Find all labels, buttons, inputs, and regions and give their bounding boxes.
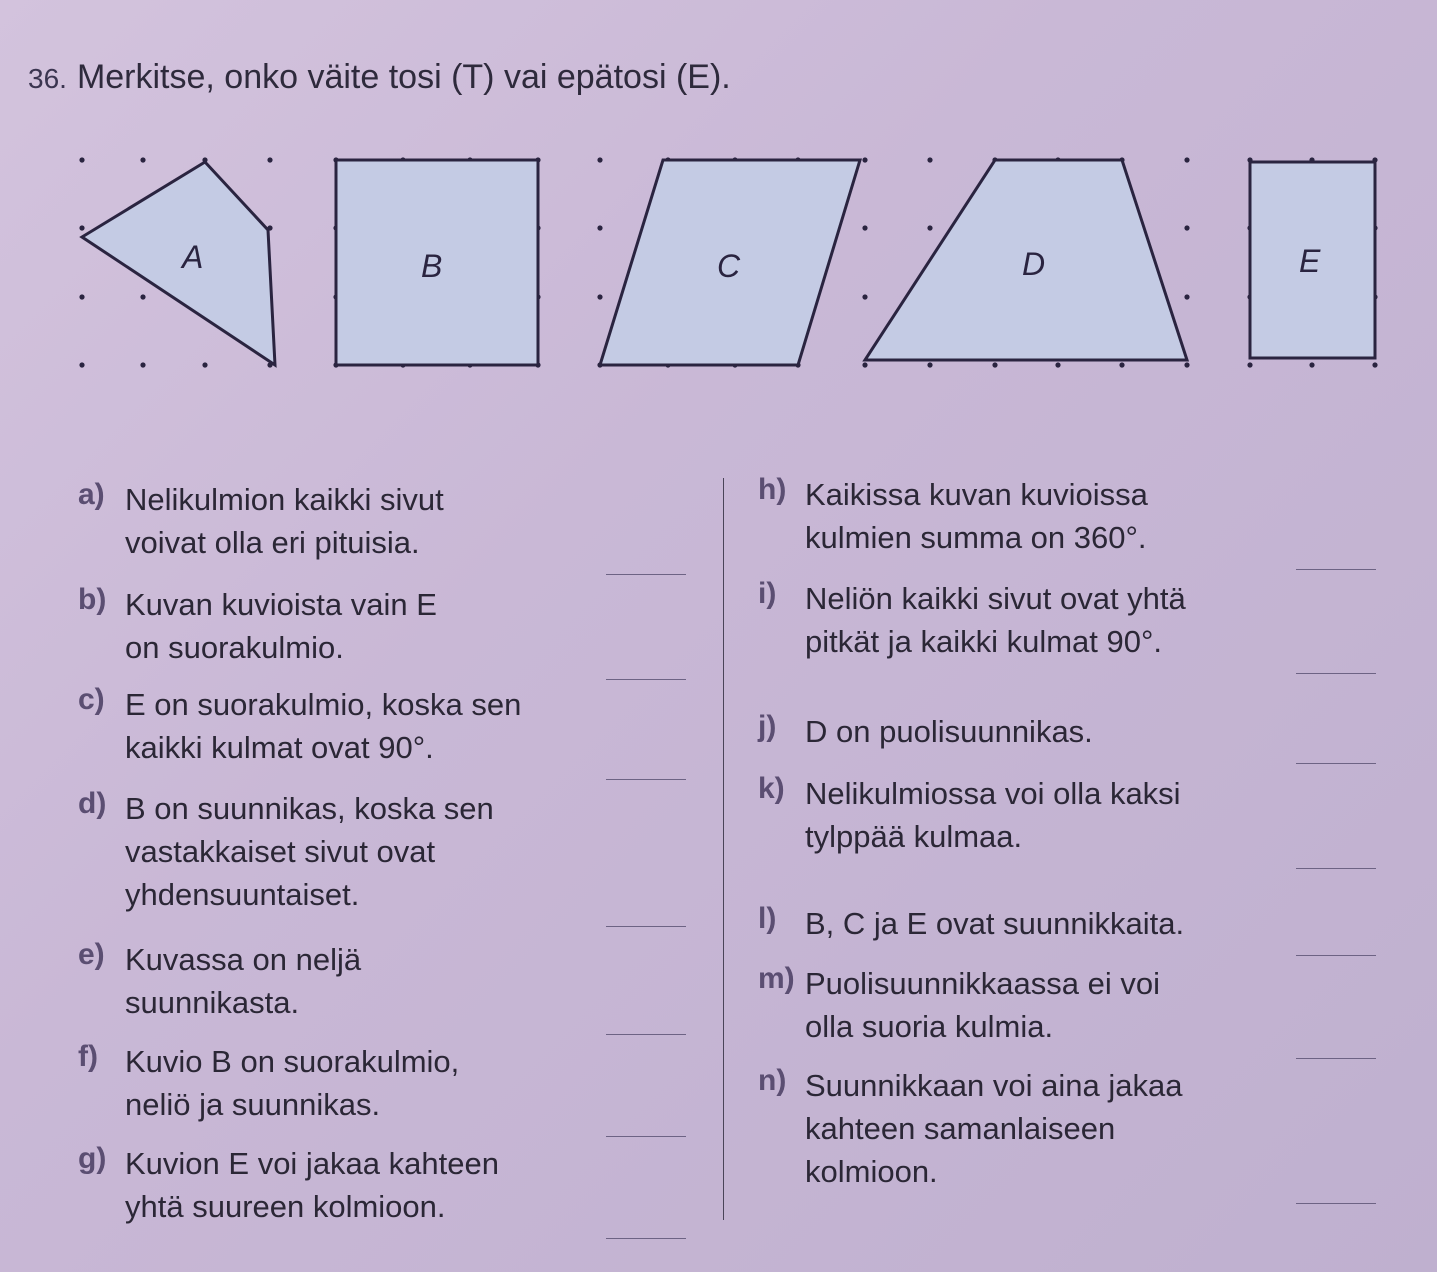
grid-dot [1184,225,1189,230]
statement-letter: b) [78,583,107,616]
answer-blank[interactable] [606,1034,686,1035]
statement-line: Nelikulmiossa voi olla kaksi [805,776,1181,811]
statement-line: olla suoria kulmia. [805,1009,1054,1044]
statement-line: kulmien summa on 360°. [805,520,1147,555]
statement-text [805,577,1186,663]
grid-dot [862,225,867,230]
answer-blank[interactable] [606,679,686,680]
statement-line: tylppää kulmaa. [805,819,1023,854]
statement-line: neliö ja suunnikas. [125,1087,381,1122]
figure-a [82,162,275,365]
statement-line: voivat olla eri pituisia. [125,525,420,560]
statement-line: kaikki kulmat ovat 90°. [125,730,434,765]
figure-label-a: A [182,239,204,275]
statement-letter: m) [758,962,795,995]
grid-dot [267,157,272,162]
grid-dot [927,225,932,230]
answer-blank[interactable] [1296,955,1376,956]
grid-dot [79,157,84,162]
grid-dot [79,294,84,299]
statement-text [805,772,1181,858]
answer-blank[interactable] [606,779,686,780]
statement-line: Suunnikkaan voi aina jakaa [805,1068,1183,1103]
answer-blank[interactable] [1296,673,1376,674]
statement-letter: k) [758,772,785,805]
answer-blank[interactable] [606,574,686,575]
answer-blank[interactable] [606,926,686,927]
statement-letter: h) [758,473,787,506]
statement-line: Kuvio B on suorakulmio, [125,1044,460,1079]
grid-dot [1247,362,1252,367]
statement-letter: d) [78,787,107,820]
statement-line: vastakkaiset sivut ovat [125,834,436,869]
answer-blank[interactable] [1296,1058,1376,1059]
exercise-title [28,58,731,97]
exercise-number: 36. [28,63,67,94]
column-divider [723,478,724,1220]
exercise-instruction: Merkitse, onko väite tosi (T) vai epätosi (E). [76,58,731,96]
statement-line: E on suorakulmio, koska sen [125,687,522,722]
statement-text [125,938,361,1024]
answer-blank[interactable] [1296,569,1376,570]
grid-dot [1184,362,1189,367]
statement-letter: a) [78,478,105,511]
grid-dot [140,157,145,162]
statement-line: yhtä suureen kolmioon. [125,1189,446,1224]
statement-line: Kuvan kuvioista vain E [125,587,437,622]
statement-text [125,683,521,769]
grid-dot [927,157,932,162]
statement-text [125,583,437,669]
grid-dot [140,294,145,299]
grid-dot [1184,294,1189,299]
statement-letter: n) [758,1064,787,1097]
statement-line: Puolisuunnikkaassa ei voi [805,966,1160,1001]
grid-dot [862,157,867,162]
grid-dot [1309,362,1314,367]
answer-blank[interactable] [1296,868,1376,869]
statement-text [125,1142,499,1228]
grid-dot [202,362,207,367]
grid-dot [862,294,867,299]
grid-dot [927,362,932,367]
statement-text [125,478,444,564]
statement-line: Neliön kaikki sivut ovat yhtä [805,581,1186,616]
statement-text [805,1064,1182,1193]
figure-label-b: B [421,248,443,284]
statement-line: suunnikasta. [125,985,300,1020]
statement-text [125,787,494,916]
figure-label-c: C [717,248,741,284]
answer-blank[interactable] [606,1136,686,1137]
grid-dot [597,225,602,230]
grid-dot [862,362,867,367]
statement-letter: e) [78,938,105,971]
grid-dot [140,362,145,367]
statement-line: kahteen samanlaiseen [805,1111,1116,1146]
statement-text [125,1040,459,1126]
statement-line: Kuvassa on neljä [125,942,362,977]
statement-text [805,473,1148,559]
grid-dot [79,362,84,367]
grid-dot [1372,362,1377,367]
grid-dot [1184,157,1189,162]
statement-letter: g) [78,1142,107,1175]
answer-blank[interactable] [1296,1203,1376,1204]
statement-letter: c) [78,683,105,716]
statement-text [805,902,1184,945]
statement-line: Nelikulmion kaikki sivut [125,482,444,517]
answer-blank[interactable] [606,1238,686,1239]
grid-dot [597,157,602,162]
statement-line: on suorakulmio. [125,630,344,665]
answer-blank[interactable] [1296,763,1376,764]
figure-label-e: E [1299,243,1321,279]
statement-line: kolmioon. [805,1154,938,1189]
statement-line: D on puolisuunnikas. [805,714,1093,749]
grid-dot [597,294,602,299]
statement-line: B, C ja E ovat suunnikkaita. [805,906,1185,941]
statement-text [805,710,1093,753]
figure-label-d: D [1022,246,1046,282]
grid-dot [992,362,997,367]
statement-letter: l) [758,902,777,935]
grid-dot [79,225,84,230]
figures-panel [0,140,1437,390]
statement-line: B on suunnikas, koska sen [125,791,494,826]
grid-dot [1055,362,1060,367]
statement-line: pitkät ja kaikki kulmat 90°. [805,624,1162,659]
statement-line: Kuvion E voi jakaa kahteen [125,1146,499,1181]
statement-letter: j) [758,710,777,743]
statement-line: yhdensuuntaiset. [125,877,360,912]
grid-dot [1119,362,1124,367]
statement-letter: f) [78,1040,98,1073]
statement-text [805,962,1160,1048]
statement-letter: i) [758,577,777,610]
statement-line: Kaikissa kuvan kuvioissa [805,477,1148,512]
